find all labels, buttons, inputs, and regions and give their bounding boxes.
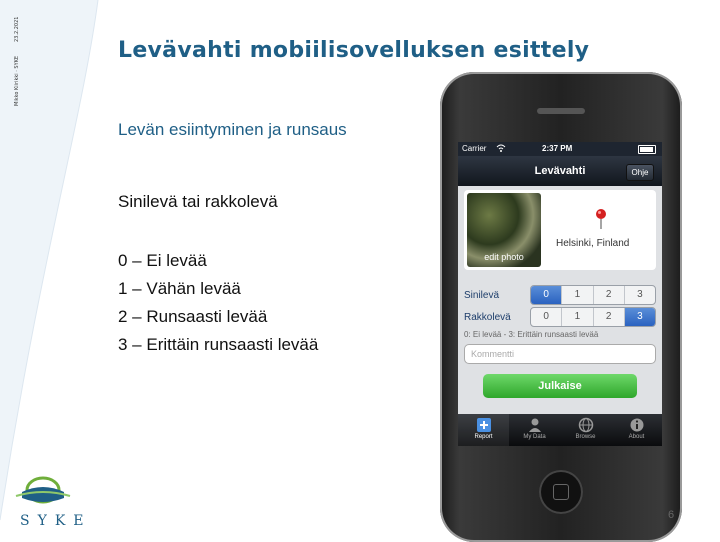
segment-option[interactable]: 1 [562,308,593,326]
phone-speaker [537,108,585,114]
location-label: Helsinki, Finland [556,238,630,249]
person-icon [527,417,543,433]
list-item: 2 – Runsaasti levää [118,307,268,326]
tab-label: Browse [575,434,596,440]
date-label: 23.2.2021 [14,16,20,42]
globe-icon [578,417,594,433]
comment-placeholder: Kommentti [471,349,515,359]
segment-option[interactable]: 2 [594,308,625,326]
publish-button[interactable]: Julkaise [483,374,637,398]
tab-label: My Data [523,434,546,440]
location-card [464,190,656,270]
battery-icon [638,145,656,154]
page-number: 6 [668,509,675,521]
tab-my-data[interactable] [509,414,560,446]
comment-field[interactable] [464,344,656,364]
bladderwrack-label: Rakkolevä [464,312,511,323]
author-label: Mikko Kiirikki · SYKE [14,55,20,106]
tab-label: Report [474,434,493,440]
home-button[interactable] [539,470,583,514]
blue-green-algae-selector[interactable] [530,285,656,305]
segment-option[interactable]: 2 [594,286,625,304]
plus-icon [476,417,492,433]
segment-option[interactable]: 3 [637,289,643,300]
slide-sidebar [0,0,100,540]
carrier-label: Carrier [462,144,487,153]
app-screen [458,142,662,446]
clock-label: 2:37 PM [542,144,573,153]
segment-option[interactable]: 3 [625,308,655,326]
segment-option[interactable]: 0 [531,308,562,326]
blue-green-algae-label: Sinilevä [464,290,500,301]
section-heading: Sinilevä tai rakkolevä [118,192,278,211]
nav-bar [458,156,662,186]
app-title: Levävahti [534,165,586,177]
help-button[interactable]: Ohje [626,164,654,181]
tab-label: About [628,434,645,440]
tab-bar [458,414,662,446]
slide-subtitle: Levän esiintyminen ja runsaus [118,120,347,139]
map-pin-icon [594,208,608,230]
logo-text: SYKE [20,513,92,529]
segment-option[interactable]: 1 [562,286,593,304]
status-bar [458,142,662,156]
slide-title: Levävahti mobiilisovelluksen esittely [118,38,590,63]
bladderwrack-selector[interactable] [530,307,656,327]
scale-hint: 0: Ei levää - 3: Erittäin runsaasti levää [464,330,599,339]
tab-about[interactable] [611,414,662,446]
segment-option[interactable]: 0 [531,286,562,304]
tab-report[interactable] [458,414,509,446]
list-item: 3 – Erittäin runsaasti levää [118,335,319,354]
list-item: 1 – Vähän levää [118,279,241,298]
edit-photo-label: edit photo [484,252,524,262]
syke-logo [12,474,92,529]
wifi-icon [496,143,506,155]
tab-browse[interactable] [560,414,611,446]
info-icon [629,417,645,433]
phone-mockup [440,72,682,542]
list-item: 0 – Ei levää [118,251,207,270]
photo-thumbnail[interactable] [467,193,541,267]
logo-emblem-icon [12,474,74,508]
